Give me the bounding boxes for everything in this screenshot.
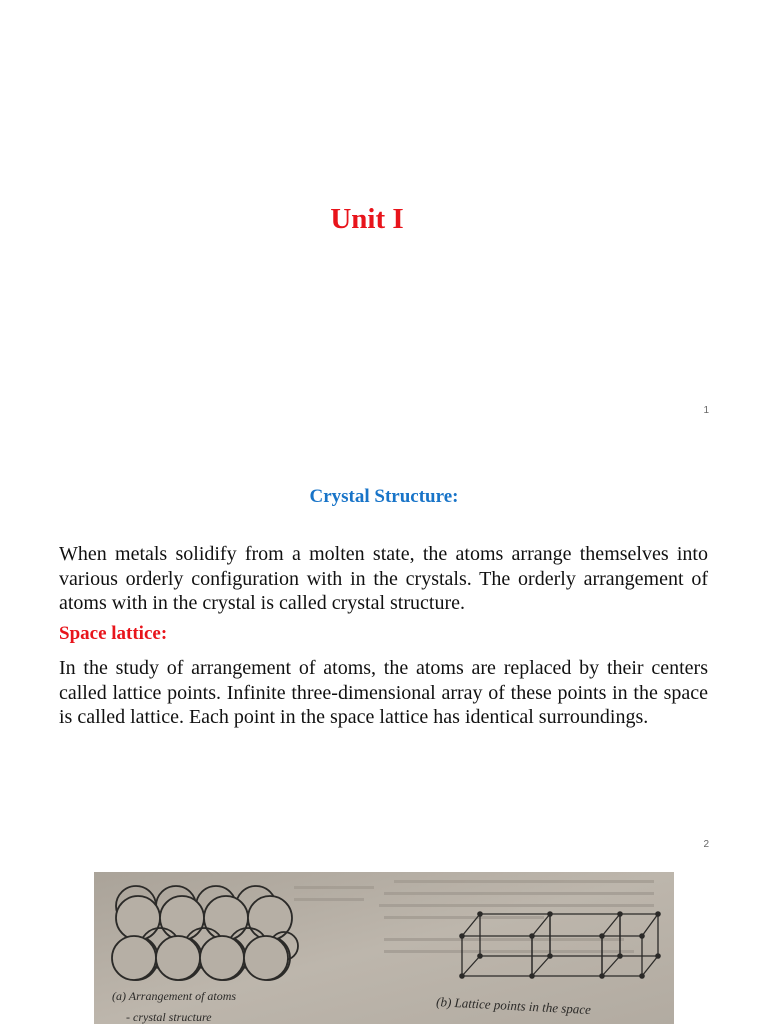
page-number-1: 1 [703, 405, 709, 416]
caption-b: (b) Lattice points in the space [435, 994, 592, 1018]
paragraph-space-lattice: In the study of arrangement of atoms, the atoms are replaced by their centers called lattice points. Infinite three-dimensional array of these points in the space is called lattice. Each point in the space lattice has identical surroundings. [59, 657, 708, 728]
textbook-figure-photo [94, 872, 674, 1024]
subheading-space-lattice: Space lattice: [59, 623, 168, 644]
page-number-2: 2 [703, 839, 709, 850]
section-heading: Crystal Structure: [309, 486, 459, 507]
caption-a-line1: (a) Arrangement of atoms [112, 989, 237, 1003]
paragraph-crystal-structure: When metals solidify from a molten state, the atoms arrange themselves into various orderly configuration with in the crystals. The orderly arrangement of atoms with in the crystal is called crystal structure. [59, 543, 708, 614]
caption-a-line2: - crystal structure [126, 1010, 212, 1024]
title: Unit I [330, 203, 404, 235]
